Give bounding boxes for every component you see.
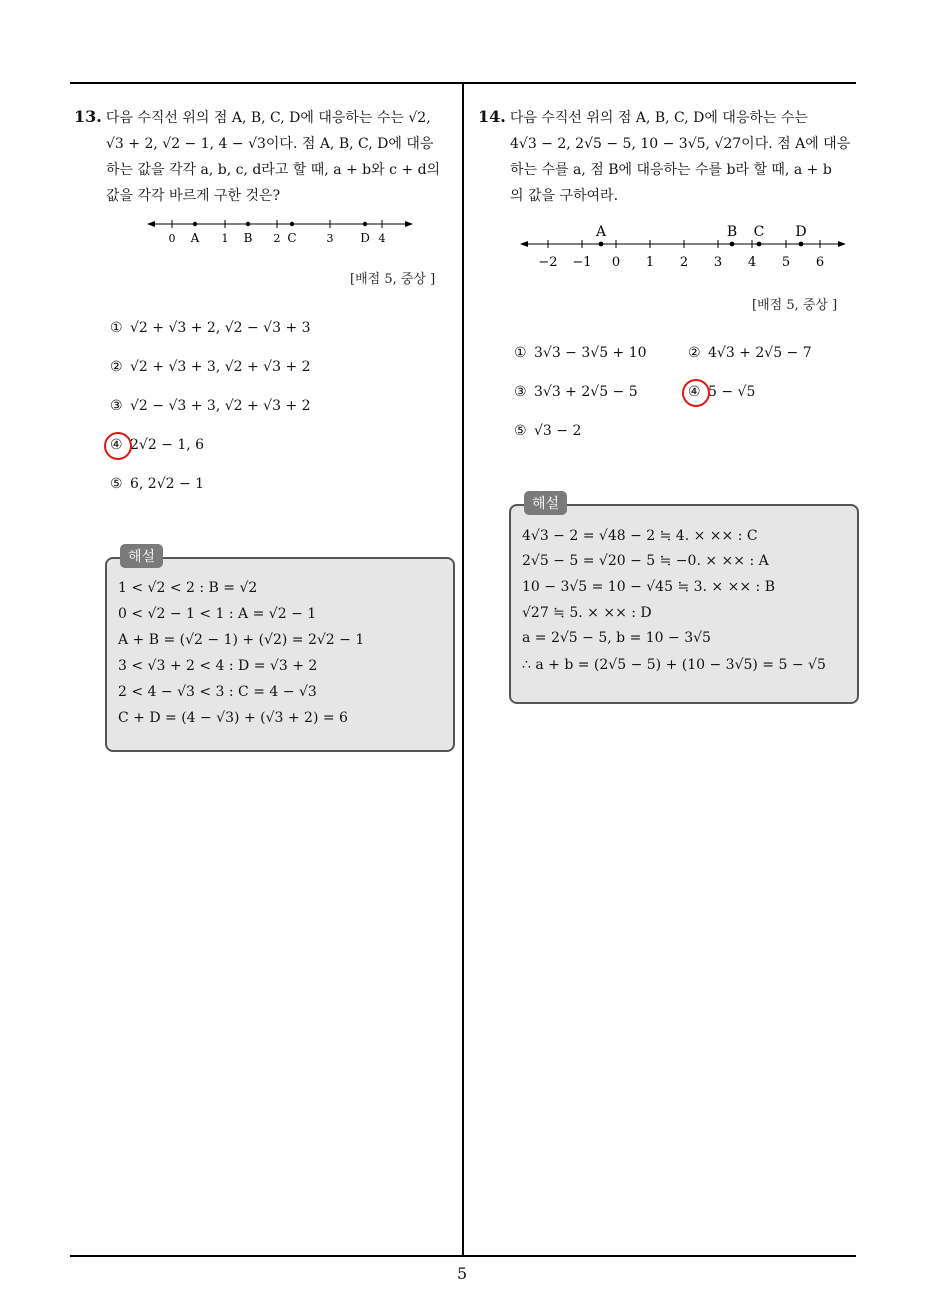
q13-solution-tag: 해설 bbox=[120, 544, 163, 568]
q13-solution-line-6: C + D = (4 − √3) + (√3 + 2) = 6 bbox=[118, 710, 348, 726]
q13-point-a: A bbox=[190, 231, 200, 245]
q14-line-1: 다음 수직선 위의 점 A, B, C, D에 대응하는 수는 bbox=[509, 110, 808, 126]
q14-choice-4[interactable]: ④ 5 − √5 bbox=[688, 384, 756, 400]
q14-solution-line-2: 2√5 − 5 = √20 − 5 ≒ −0. × ×× : A bbox=[522, 553, 769, 569]
q14-point-b: B bbox=[726, 224, 738, 240]
q13-solution-line-3: A + B = (√2 − 1) + (√2) = 2√2 − 1 bbox=[118, 632, 365, 648]
q14-tick-m2: −2 bbox=[538, 255, 558, 270]
q13-point-c: C bbox=[287, 231, 297, 245]
column-divider bbox=[462, 82, 464, 1256]
q14-number: 14. bbox=[478, 107, 506, 126]
q14-tick-5: 5 bbox=[781, 255, 791, 270]
q14-solution-line-5: a = 2√5 − 5, b = 10 − 3√5 bbox=[522, 630, 711, 646]
q13-score: [배점 5, 중상 ] bbox=[350, 272, 436, 287]
q14-tick-0: 0 bbox=[611, 255, 621, 270]
q13-tick-3: 3 bbox=[326, 232, 334, 245]
q14-solution-line-3: 10 − 3√5 = 10 − √45 ≒ 3. × ×× : B bbox=[522, 579, 775, 595]
q14-tick-1: 1 bbox=[645, 255, 655, 270]
q13-tick-2: 2 bbox=[273, 232, 281, 245]
q13-number-line bbox=[145, 212, 415, 252]
q13-line-3: 하는 값을 각각 a, b, c, d라고 할 때, a + b와 c + d의 bbox=[106, 162, 441, 178]
q14-choice-5[interactable]: ⑤ √3 − 2 bbox=[514, 423, 582, 439]
q13-solution-line-5: 2 < 4 − √3 < 3 : C = 4 − √3 bbox=[118, 684, 317, 700]
q13-choice-2[interactable]: ② √2 + √3 + 3, √2 + √3 + 2 bbox=[110, 359, 311, 375]
q14-tick-4: 4 bbox=[747, 255, 757, 270]
q14-solution-line-6: ∴ a + b = (2√5 − 5) + (10 − 3√5) = 5 − √5 bbox=[522, 657, 826, 673]
q13-choice-5[interactable]: ⑤ 6, 2√2 − 1 bbox=[110, 476, 205, 492]
q13-line-1: 다음 수직선 위의 점 A, B, C, D에 대응하는 수는 √2, bbox=[105, 110, 431, 126]
q14-line-3: 하는 수를 a, 점 B에 대응하는 수를 b라 할 때, a + b bbox=[510, 162, 832, 178]
q14-solution-tag: 해설 bbox=[524, 491, 567, 515]
q13-answer-circle bbox=[104, 432, 132, 460]
q13-tick-0: 0 bbox=[168, 232, 176, 245]
q14-solution-line-4: √27 ≒ 5. × ×× : D bbox=[522, 605, 652, 621]
q13-choice-4[interactable]: ④ 2√2 − 1, 6 bbox=[110, 437, 205, 453]
q14-point-d: D bbox=[795, 224, 807, 240]
page-number: 5 bbox=[457, 1264, 468, 1283]
q13-line-4: 값을 각각 바르게 구한 것은? bbox=[106, 188, 281, 204]
q14-tick-3: 3 bbox=[713, 255, 723, 270]
q14-number-line bbox=[518, 220, 848, 272]
q13-point-b: B bbox=[243, 231, 253, 245]
q14-solution-line-1: 4√3 − 2 = √48 − 2 ≒ 4. × ×× : C bbox=[522, 528, 758, 544]
q13-solution-line-2: 0 < √2 − 1 < 1 : A = √2 − 1 bbox=[118, 606, 317, 622]
q13-tick-1: 1 bbox=[221, 232, 229, 245]
q14-statement bbox=[478, 104, 862, 209]
q14-tick-m1: −1 bbox=[572, 255, 592, 270]
q13-number: 13. bbox=[74, 107, 102, 126]
q13-choice-3[interactable]: ③ √2 − √3 + 3, √2 + √3 + 2 bbox=[110, 398, 311, 414]
q13-tick-4: 4 bbox=[378, 232, 386, 245]
q14-choice-2[interactable]: ② 4√3 + 2√5 − 7 bbox=[688, 345, 812, 361]
q13-point-d: D bbox=[360, 231, 370, 245]
q14-choice-1[interactable]: ① 3√3 − 3√5 + 10 bbox=[514, 345, 647, 361]
q14-point-c: C bbox=[753, 224, 765, 240]
q13-solution-line-1: 1 < √2 < 2 : B = √2 bbox=[118, 580, 258, 596]
q14-line-2: 4√3 − 2, 2√5 − 5, 10 − 3√5, √27이다. 점 A에 대응 bbox=[510, 136, 851, 152]
q13-choice-1[interactable]: ① √2 + √3 + 2, √2 − √3 + 3 bbox=[110, 320, 311, 336]
q14-answer-circle bbox=[682, 379, 710, 407]
q13-statement bbox=[74, 104, 460, 209]
q14-line-4: 의 값을 구하여라. bbox=[510, 188, 619, 204]
q14-tick-2: 2 bbox=[679, 255, 689, 270]
q13-line-2: √3 + 2, √2 − 1, 4 − √3이다. 점 A, B, C, D에 대응 bbox=[106, 136, 434, 152]
q14-point-a: A bbox=[595, 224, 607, 240]
q14-tick-6: 6 bbox=[815, 255, 825, 270]
q14-choice-3[interactable]: ③ 3√3 + 2√5 − 5 bbox=[514, 384, 638, 400]
q13-solution-line-4: 3 < √3 + 2 < 4 : D = √3 + 2 bbox=[118, 658, 318, 674]
q14-score: [배점 5, 중상 ] bbox=[752, 298, 838, 313]
